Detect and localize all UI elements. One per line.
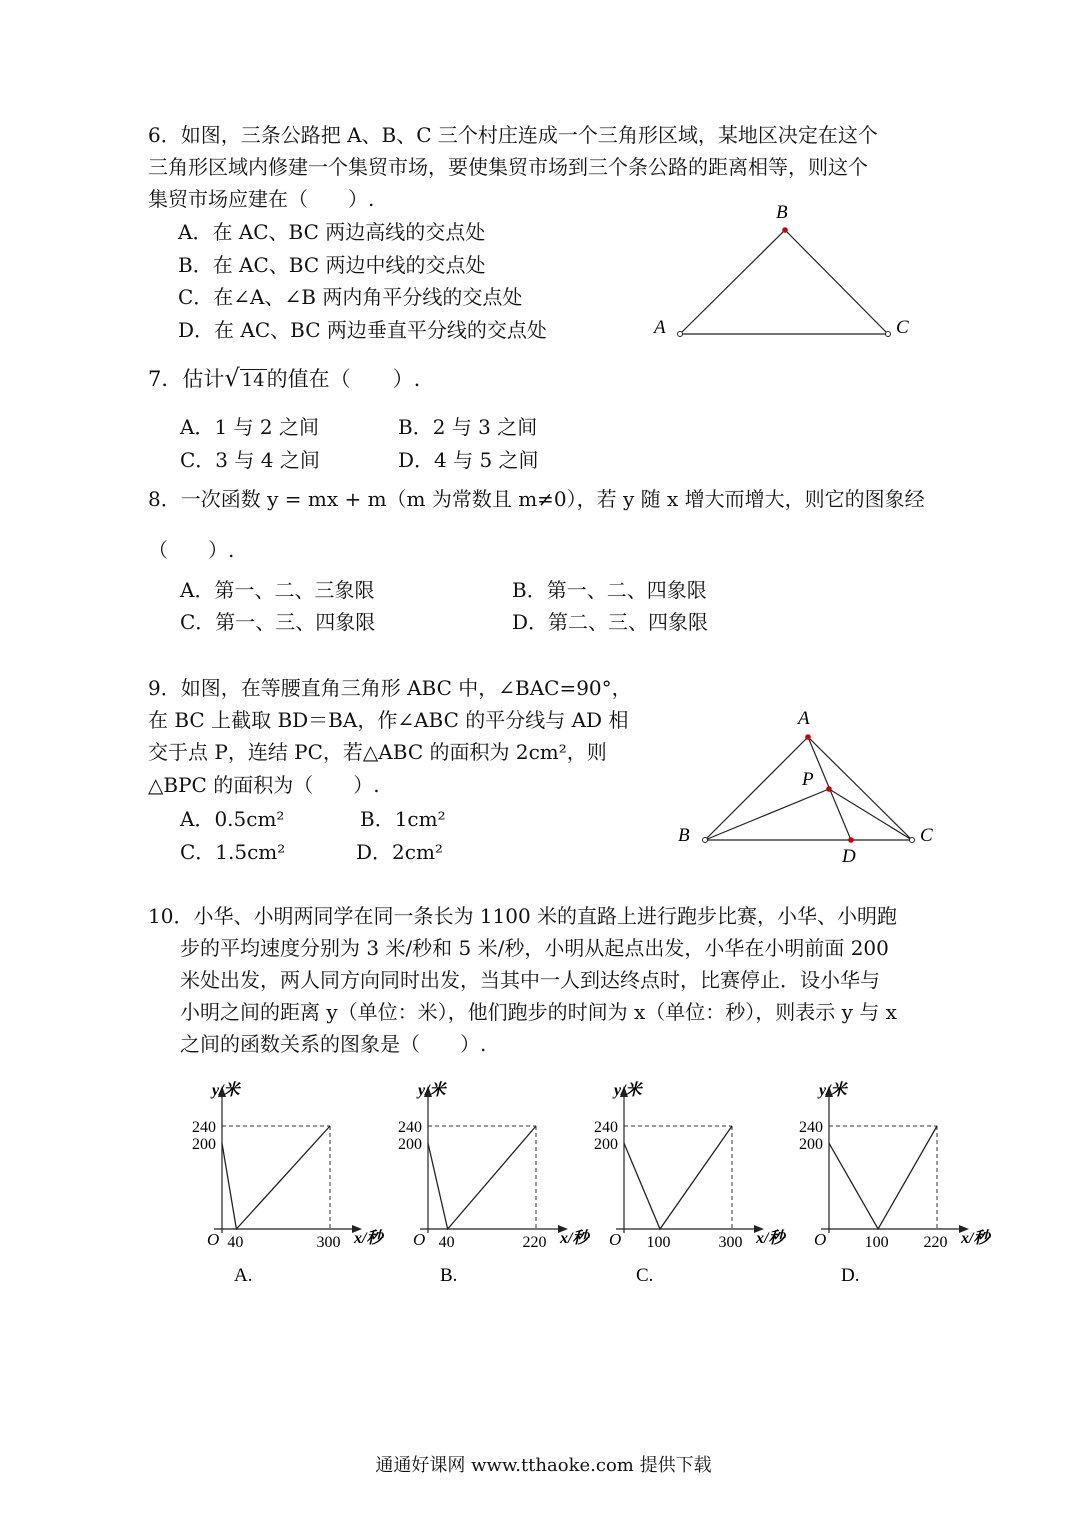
- sqrt-symbol: √: [224, 364, 240, 392]
- y-tick-label: 240: [594, 1119, 618, 1136]
- origin-label: O: [413, 1230, 426, 1249]
- q8-line-1: 8．一次函数 y = mx + m（m 为常数且 m≠0），若 y 随 x 增大而增大，则它的图象经: [148, 487, 925, 511]
- x-axis-label: x/秒: [560, 1230, 589, 1247]
- x-axis-label: x/秒: [756, 1230, 785, 1247]
- q9-option-a: A．0.5cm²: [180, 807, 285, 831]
- q6-label-c: C: [896, 317, 909, 338]
- series-line: [222, 1126, 330, 1229]
- q9-line-1: 9．如图，在等腰直角三角形 ABC 中，∠BAC=90°，: [148, 676, 632, 700]
- q10-line-3: 米处出发，两人同方向同时出发，当其中一人到达终点时，比赛停止．设小华与: [180, 968, 880, 992]
- q7-stem-before: 7．估计: [148, 367, 225, 391]
- x-tick-label: 100: [646, 1234, 671, 1251]
- q10-line-5: 之间的函数关系的图象是（ ）.: [180, 1032, 487, 1056]
- q6-option-c: C．在∠A、∠B 两内角平分线的交点处: [178, 285, 523, 309]
- x-tick-label: 220: [923, 1234, 948, 1251]
- origin-label: O: [609, 1230, 622, 1249]
- page-footer: 通通好课网 www.tthaoke.com 提供下载: [375, 1455, 712, 1476]
- graph-option-label: A.: [234, 1265, 253, 1286]
- y-tick-label: 240: [192, 1119, 216, 1136]
- q7-option-b: B．2 与 3 之间: [398, 415, 538, 439]
- q6-label-a: A: [654, 317, 666, 338]
- q10-line-4: 小明之间的距离 y（单位：米），他们跑步的时间为 x（单位：秒），则表示 y 与 x: [180, 1000, 897, 1024]
- q9-option-b: B．1cm²: [360, 807, 446, 831]
- q6-option-b: B．在 AC、BC 两边中线的交点处: [178, 253, 486, 277]
- y-tick-label: 240: [398, 1119, 422, 1136]
- y-tick-label: 240: [799, 1119, 823, 1136]
- q9-label-b: B: [678, 825, 690, 846]
- x-tick-label: 300: [718, 1234, 743, 1251]
- q8-line-2: （ ）.: [148, 538, 235, 562]
- q9-line-4: △BPC 的面积为（ ）.: [148, 773, 380, 797]
- q8-option-b: B．第一、二、四象限: [512, 578, 707, 602]
- q6-line-2: 三角形区域内修建一个集贸市场，要使集贸市场到三个条公路的距离相等，则这个: [148, 155, 868, 179]
- y-tick-label: 200: [398, 1136, 422, 1154]
- y-tick-label: 200: [594, 1136, 618, 1154]
- q8-option-a: A．第一、二、三象限: [180, 578, 375, 602]
- q7-option-d: D．4 与 5 之间: [398, 448, 539, 472]
- q7-option-a: A．1 与 2 之间: [180, 415, 319, 439]
- q8-option-c: C．第一、三、四象限: [180, 610, 376, 634]
- y-axis-label: y/米: [819, 1082, 847, 1099]
- origin-label: O: [814, 1230, 827, 1249]
- graph-option-label: D.: [841, 1265, 860, 1286]
- q6-line-3: 集贸市场应建在（ ）.: [148, 187, 375, 211]
- q7-radicand: 14: [241, 370, 265, 391]
- q10-line-1: 10．小华、小明两同学在同一条长为 1100 米的直路上进行跑步比赛，小华、小明跑: [148, 904, 898, 928]
- x-tick-label: 40: [438, 1234, 455, 1251]
- graph-option-label: C.: [636, 1265, 654, 1286]
- x-tick-label: 300: [316, 1234, 341, 1251]
- x-axis-label: x/秒: [354, 1230, 383, 1247]
- q6-option-d: D．在 AC、BC 两边垂直平分线的交点处: [178, 318, 547, 342]
- q9-label-c: C: [920, 825, 933, 846]
- q9-label-d: D: [842, 846, 856, 867]
- y-axis-label: y/米: [418, 1082, 446, 1099]
- y-tick-label: 200: [799, 1136, 823, 1154]
- origin-label: O: [207, 1230, 220, 1249]
- x-tick-label: 100: [864, 1234, 889, 1251]
- x-tick-label: 40: [227, 1234, 244, 1251]
- q9-option-d: D．2cm²: [356, 840, 443, 864]
- q8-option-d: D．第二、三、四象限: [512, 610, 709, 634]
- q9-label-a: A: [798, 708, 810, 729]
- q7-option-c: C．3 与 4 之间: [180, 448, 320, 472]
- series-line: [829, 1126, 937, 1229]
- x-tick-label: 220: [522, 1234, 547, 1251]
- x-axis-label: x/秒: [961, 1230, 990, 1247]
- q9-option-c: C．1.5cm²: [180, 840, 286, 864]
- y-axis-label: y/米: [614, 1082, 642, 1099]
- series-line: [428, 1126, 536, 1229]
- y-axis-label: y/米: [212, 1082, 240, 1099]
- q9-line-3: 交于点 P，连结 PC，若△ABC 的面积为 2cm²，则: [148, 740, 607, 764]
- q6-option-a: A．在 AC、BC 两边高线的交点处: [178, 220, 486, 244]
- q6-line-1: 6．如图，三条公路把 A、B、C 三个村庄连成一个三角形区域，某地区决定在这个: [148, 123, 878, 147]
- q6-label-b: B: [776, 202, 788, 223]
- series-line: [624, 1126, 732, 1229]
- q9-line-2: 在 BC 上截取 BD＝BA，作∠ABC 的平分线与 AD 相: [148, 708, 629, 732]
- q7-stem-after: 的值在（ ）.: [266, 367, 421, 391]
- q10-line-2: 步的平均速度分别为 3 米/秒和 5 米/秒，小明从起点出发，小华在小明前面 200: [180, 936, 889, 960]
- q9-label-p: P: [802, 769, 814, 790]
- graph-option-label: B.: [440, 1265, 458, 1286]
- y-tick-label: 200: [192, 1136, 216, 1154]
